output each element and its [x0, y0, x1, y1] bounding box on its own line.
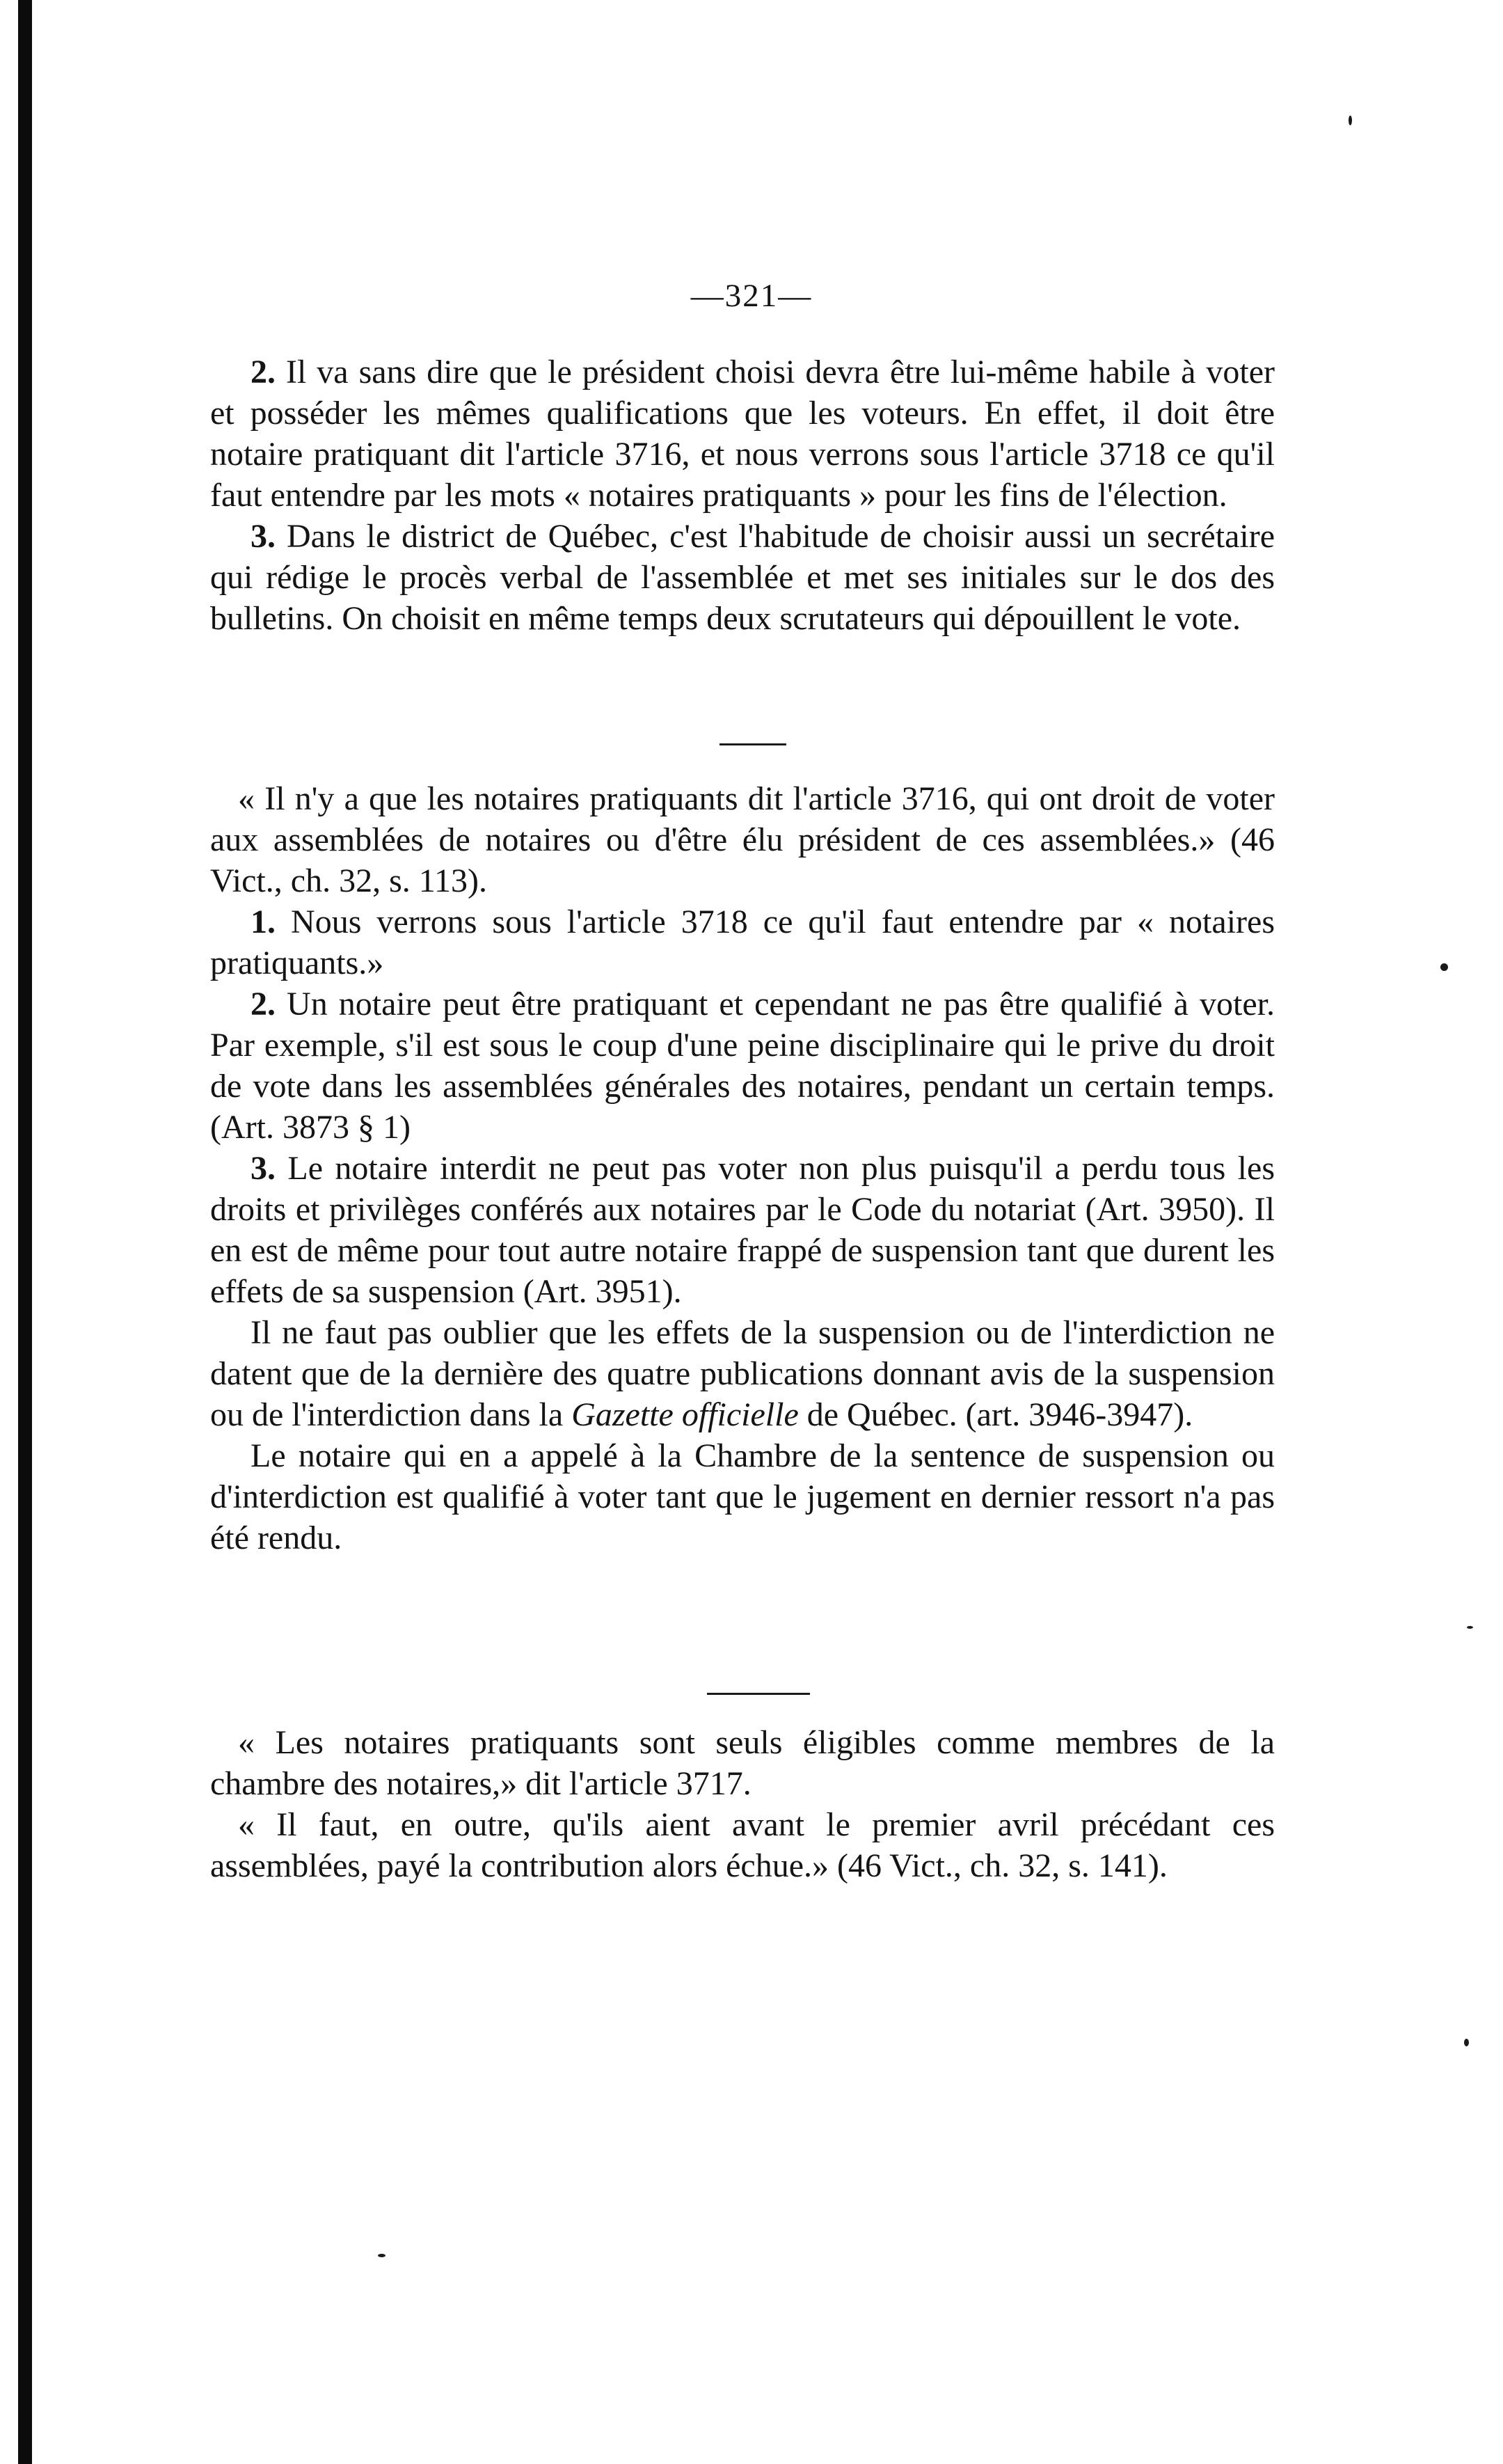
scan-edge	[18, 0, 32, 2464]
paragraph-text: Un notaire peut être pratiquant et cependant ne pas être qualifié à voter. Par exemple, s'il est sous le coup d'une peine disciplinaire qui le prive du droit de vote dans les assemblées générales des notaires, pendant un certain temps. (Art. 3873 § 1)	[210, 986, 1275, 1146]
scan-speck	[378, 2254, 385, 2257]
section-divider	[719, 743, 786, 745]
paragraph-text: Il ne faut pas oublier que les effets de la suspension ou de l'interdiction ne datent que de la dernière des quatre publications donnant avis de la suspension ou de l'interdiction dans la	[210, 1314, 1275, 1433]
commentary-block-1	[210, 352, 1275, 639]
paragraph-text: de Québec. (art. 3946-3947).	[806, 1396, 1193, 1433]
section-divider	[707, 1693, 810, 1695]
paragraph-1	[210, 901, 1275, 984]
paragraph-text: Dans le district de Québec, c'est l'habitude de choisir aussi un secrétaire qui rédige le procès verbal de l'assemblée et met ses initiales sur le dos des bulletins. On choisit en même temps deux scrutateurs qui dépouillent le vote.	[210, 518, 1275, 637]
paragraph-3	[210, 516, 1275, 639]
paragraph-gazette	[210, 1312, 1275, 1435]
paragraph-number: 2.	[250, 986, 276, 1022]
gazette-title: Gazette officielle	[571, 1396, 799, 1433]
commentary-block-2	[210, 778, 1275, 1558]
article-quote: « Les notaires pratiquants sont seuls éligibles comme membres de la chambre des notaires,» dit l'article 3717.	[210, 1724, 1275, 1802]
paragraph-number: 3.	[250, 518, 276, 555]
paragraph-text: Le notaire interdit ne peut pas voter non plus puisqu'il a perdu tous les droits et privilèges conférés aux notaires par le Code du notariat (Art. 3950). Il en est de même pour tout autre notaire frappé de suspension tant que durent les effets de sa suspension (Art. 3951).	[210, 1150, 1275, 1310]
paragraph-number: 1.	[250, 903, 276, 940]
scan-speck	[1349, 116, 1352, 125]
page-number: —321—	[690, 278, 813, 314]
paragraph-number: 2.	[250, 354, 276, 390]
commentary-block-3	[210, 1722, 1275, 1886]
paragraph-text: Nous verrons sous l'article 3718 ce qu'il faut entendre par « notaires pratiquants.»	[210, 903, 1275, 981]
scan-speck	[1464, 2039, 1469, 2046]
paragraph-chambre: Le notaire qui en a appelé à la Chambre de la sentence de suspension ou d'interdiction est qualifié à voter tant que le jugement en dernier ressort n'a pas été rendu.	[210, 1437, 1275, 1556]
paragraph-2	[210, 352, 1275, 516]
scan-speck	[1467, 1626, 1473, 1629]
paragraph-2	[210, 984, 1275, 1148]
article-quote: « Il n'y a que les notaires pratiquants dit l'article 3716, qui ont droit de voter aux assemblées de notaires ou d'être élu président de ces assemblées.» (46 Vict., ch. 32, s. 113).	[210, 780, 1275, 899]
paragraph-3	[210, 1148, 1275, 1312]
article-quote: « Il faut, en outre, qu'ils aient avant le premier avril précédant ces assemblées, payé la contribution alors échue.» (46 Vict., ch. 32, s. 141).	[210, 1806, 1275, 1884]
paragraph-number: 3.	[250, 1150, 276, 1187]
paragraph-text: Il va sans dire que le président choisi devra être lui-même habile à voter et posséder les mêmes qualifications que les voteurs. En effet, il doit être notaire pratiquant dit l'article 3716, et nous verrons sous l'article 3718 ce qu'il faut entendre par les mots « notaires pratiquants » pour les fins de l'élection.	[210, 354, 1275, 514]
scan-speck	[1440, 963, 1448, 971]
